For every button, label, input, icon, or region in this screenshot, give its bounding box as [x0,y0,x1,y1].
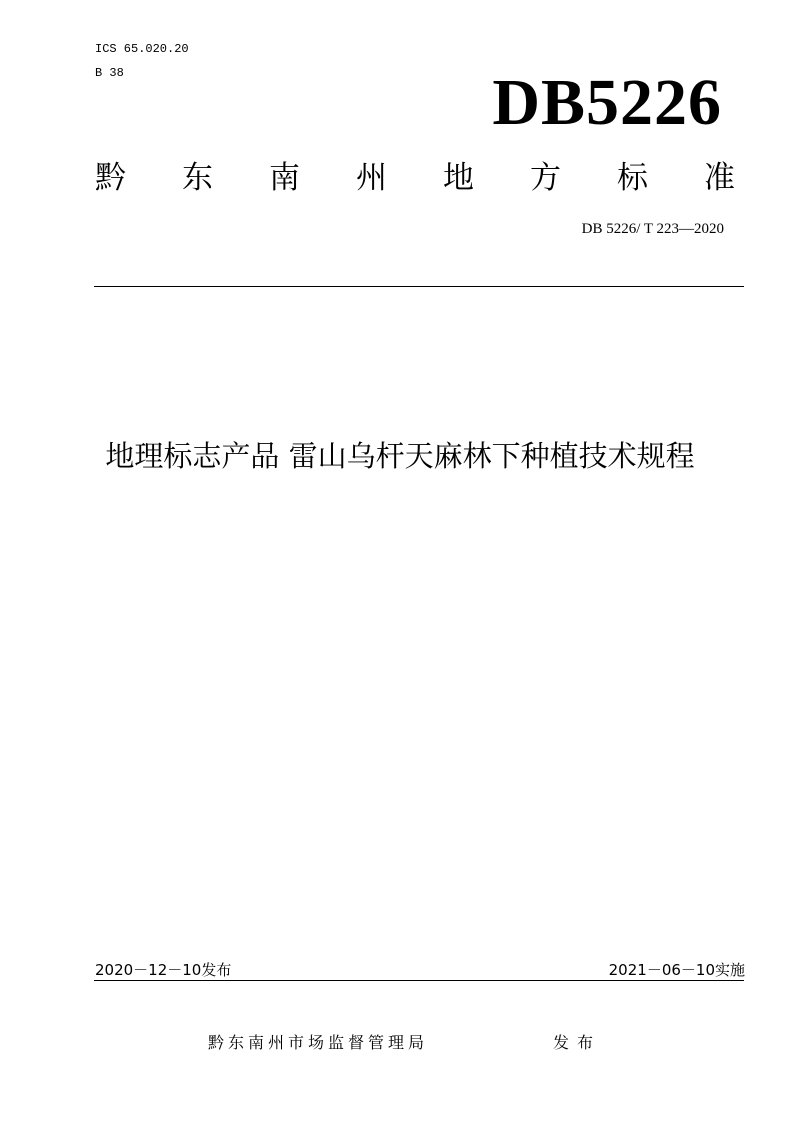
implementation-date: 2021－06－10实施 [608,961,745,979]
document-title: 地理标志产品 雷山乌杆天麻林下种植技术规程 [105,439,695,473]
standard-type-char: 黔 [95,160,126,196]
issue-date: 2020－12－10发布 [95,961,232,979]
ics-code: ICS 65.020.20 [95,42,189,56]
standard-type-char: 标 [617,160,648,196]
standard-type-char: 地 [443,160,474,196]
standard-type-char: 东 [182,160,213,196]
ccs-code: B 38 [95,66,124,80]
standard-number: DB 5226/ T 223—2020 [581,221,724,237]
standard-type [95,158,735,198]
standard-type-char: 准 [704,160,735,196]
standard-type-char: 南 [269,160,300,196]
publish-label: 发布 [553,1033,602,1052]
publisher: 黔东南州市场监督管理局 [208,1033,429,1052]
standard-type-char: 州 [356,160,387,196]
footer-divider [94,980,744,981]
standard-type-char: 方 [530,160,561,196]
standard-code: DB5226 [492,66,722,139]
header-divider [94,286,744,287]
